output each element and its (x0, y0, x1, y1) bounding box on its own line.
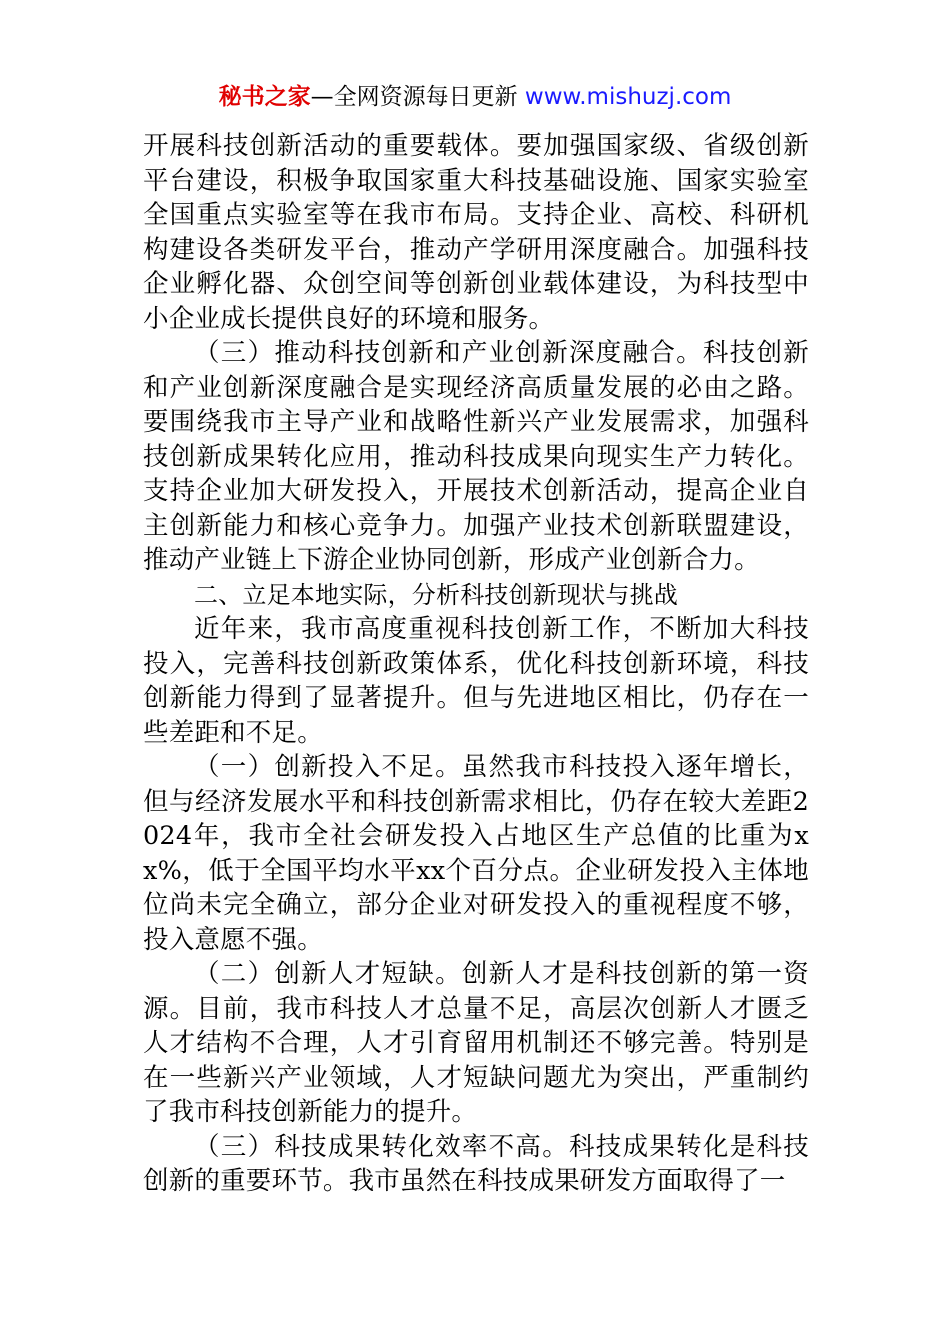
header-brand: 秘书之家 (218, 84, 311, 110)
header-tagline: —全网资源每日更新 (310, 84, 518, 110)
section-heading-2: 二、立足本地实际，分析科技创新现状与挑战 (194, 580, 678, 609)
paragraph-continuation: 开展科技创新活动的重要载体。要加强国家级、省级创新平台建设，积极争取国家重大科技基础设施、国家实验室全国重点实验室等在我市布局。支持企业、高校、科研机构建设各类研发平台，推动产学研用深度融合。加强科技企业孵化器、众创空间等创新创业载体建设，为科技型中小企业成长提供良好的环境和服务。 (143, 131, 809, 334)
paragraph-item-2: （二）创新人才短缺。创新人才是科技创新的第一资源。目前，我市科技人才总量不足，高层次创新人才匮乏人才结构不合理，人才引育留用机制还不够完善。特别是在一些新兴产业领域，人才短缺问题尤为突出，严重制约了我市科技创新能力的提升。 (143, 959, 809, 1127)
paragraph-subsection-3: （三）推动科技创新和产业创新深度融合。科技创新和产业创新深度融合是实现经济高质量发展的必由之路。要围绕我市主导产业和战略性新兴产业发展需求，加强科技创新成果转化应用，推动科技成果向现实生产力转化。支持企业加大研发投入，开展技术创新活动，提高企业自主创新能力和核心竞争力。加强产业技术创新联盟建设，推动产业链上下游企业协同创新，形成产业创新合力。 (143, 338, 809, 575)
paragraph-intro: 近年来，我市高度重视科技创新工作，不断加大科技投入，完善科技创新政策体系，优化科技创新环境，科技创新能力得到了显著提升。但与先进地区相比，仍存在一些差距和不足。 (143, 614, 809, 748)
page-header (0, 80, 950, 114)
paragraph-item-3: （三）科技成果转化效率不高。科技成果转化是科技创新的重要环节。我市虽然在科技成果研发方面取得了一 (143, 1131, 809, 1196)
header-url-link[interactable]: www.mishuzj.com (524, 84, 732, 110)
paragraph-item-1: （一）创新投入不足。虽然我市科技投入逐年增长，但与经济发展水平和科技创新需求相比，仍存在较大差距2024年，我市全社会研发投入占地区生产总值的比重为xx%，低于全国平均水平xx个百分点。企业研发投入主体地位尚未完全确立，部分企业对研发投入的重视程度不够，投入意愿不强。 (143, 752, 809, 955)
document-body (143, 129, 809, 1199)
